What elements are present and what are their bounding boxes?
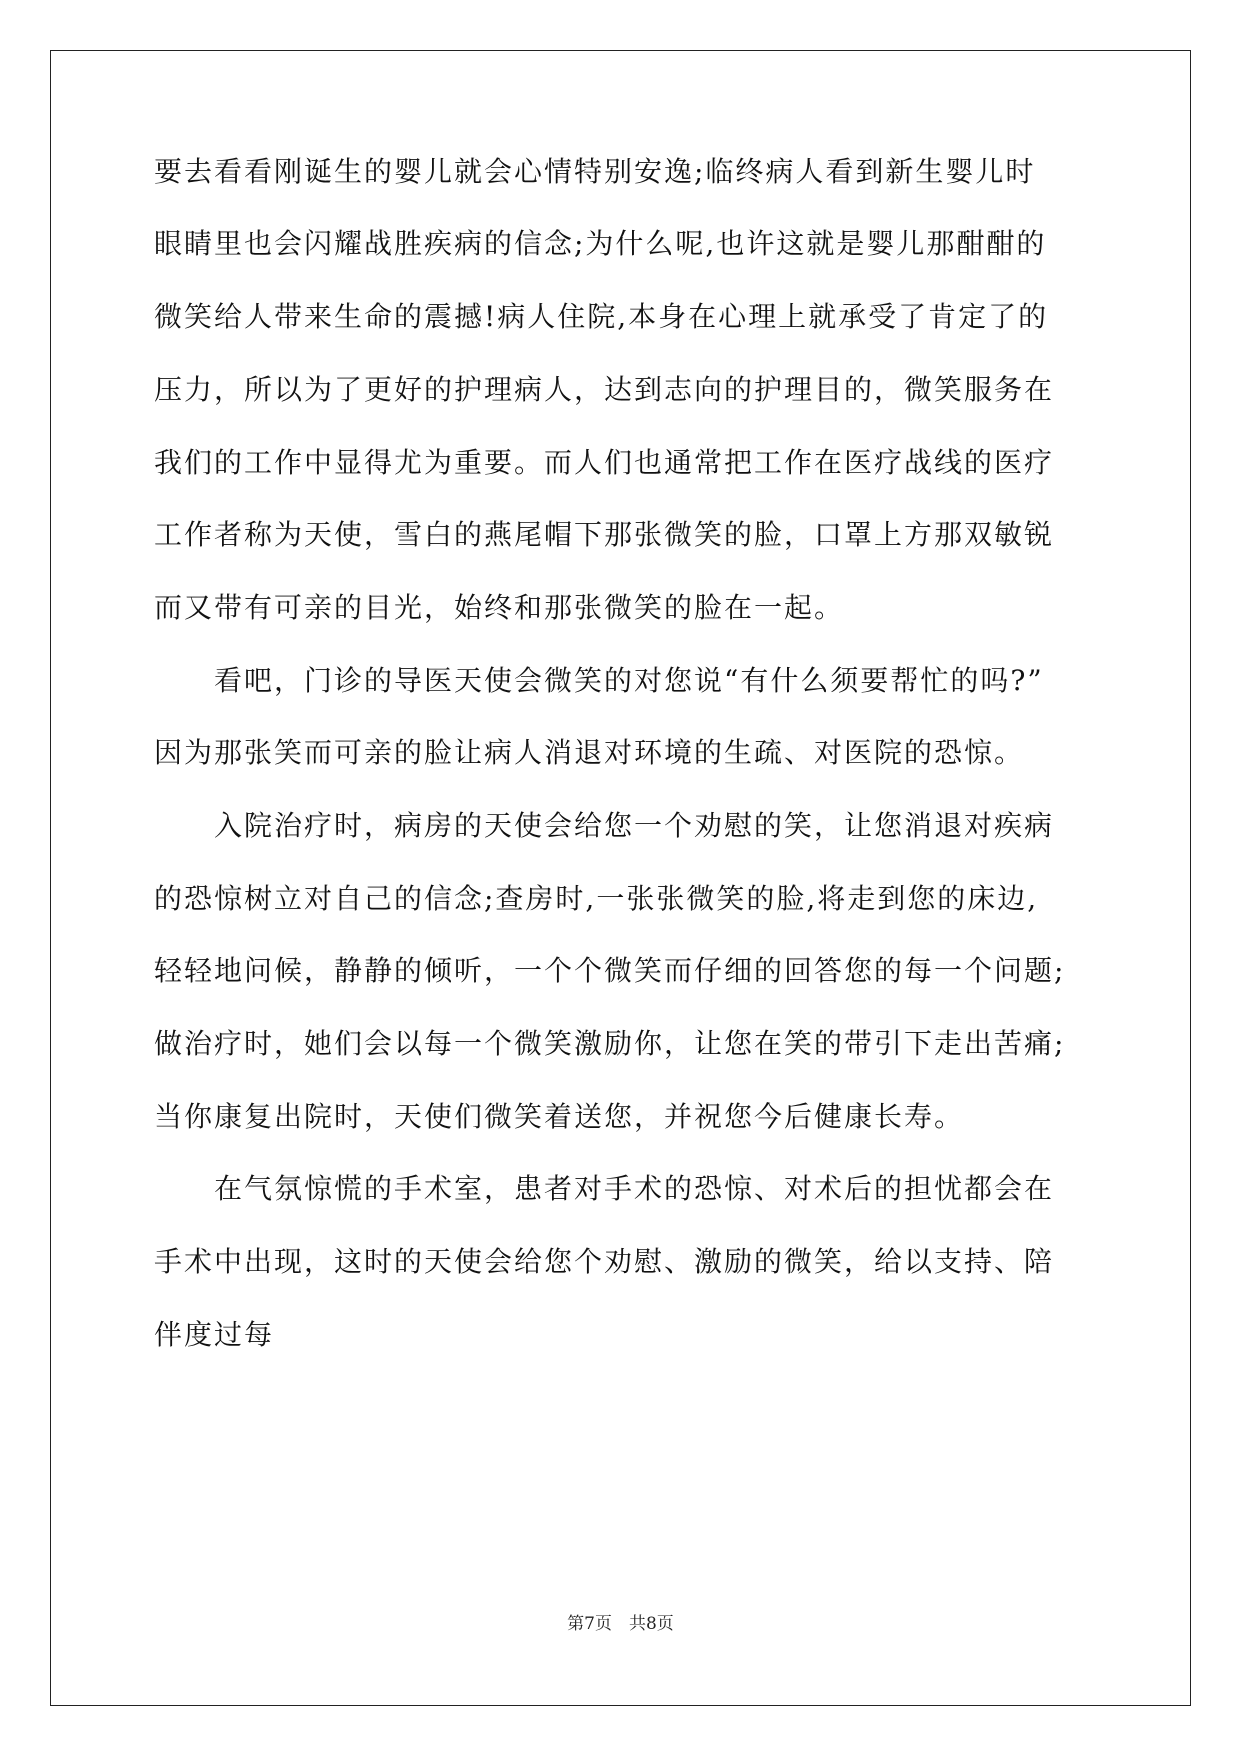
text-line: 做治疗时，她们会以每一个微笑激励你，让您在笑的带引下走出苦痛;	[154, 1027, 1066, 1060]
text-line: 因为那张笑而可亲的脸让病人消退对环境的生疏、对医院的恐惊。	[154, 736, 1025, 769]
text-line: 工作者称为天使，雪白的燕尾帽下那张微笑的脸，口罩上方那双敏锐	[154, 518, 1055, 551]
text-line: 压力，所以为了更好的护理病人，达到志向的护理目的，微笑服务在	[154, 373, 1055, 406]
text-line: 看吧，门诊的导医天使会微笑的对您说“有什么须要帮忙的吗?”	[154, 664, 1044, 697]
page-number: 第7页 共8页	[567, 1614, 674, 1634]
text-line: 要去看看刚诞生的婴儿就会心情特别安逸;临终病人看到新生婴儿时	[154, 155, 1036, 188]
text-line: 微笑给人带来生命的震撼!病人住院,本身在心理上就承受了肯定了的	[154, 300, 1049, 333]
text-line: 手术中出现，这时的天使会给您个劝慰、激励的微笑，给以支持、陪	[154, 1245, 1055, 1278]
text-line: 当你康复出院时，天使们微笑着送您，并祝您今后健康长寿。	[154, 1100, 965, 1133]
text-line: 入院治疗时，病房的天使会给您一个劝慰的笑，让您消退对疾病	[154, 809, 1055, 842]
text-line: 轻轻地问候，静静的倾听，一个个微笑而仔细的回答您的每一个问题;	[154, 954, 1066, 987]
text-line: 伴度过每	[154, 1318, 275, 1351]
text-line: 的恐惊树立对自己的信念;查房时,一张张微笑的脸,将走到您的床边,	[154, 882, 1039, 915]
text-line: 眼睛里也会闪耀战胜疾病的信念;为什么呢,也许这就是婴儿那酣酣的	[154, 227, 1047, 260]
text-line: 而又带有可亲的目光，始终和那张微笑的脸在一起。	[154, 591, 845, 624]
text-line: 我们的工作中显得尤为重要。而人们也通常把工作在医疗战线的医疗	[154, 446, 1055, 479]
text-line: 在气氛惊慌的手术室，患者对手术的恐惊、对术后的担忧都会在	[154, 1172, 1055, 1205]
